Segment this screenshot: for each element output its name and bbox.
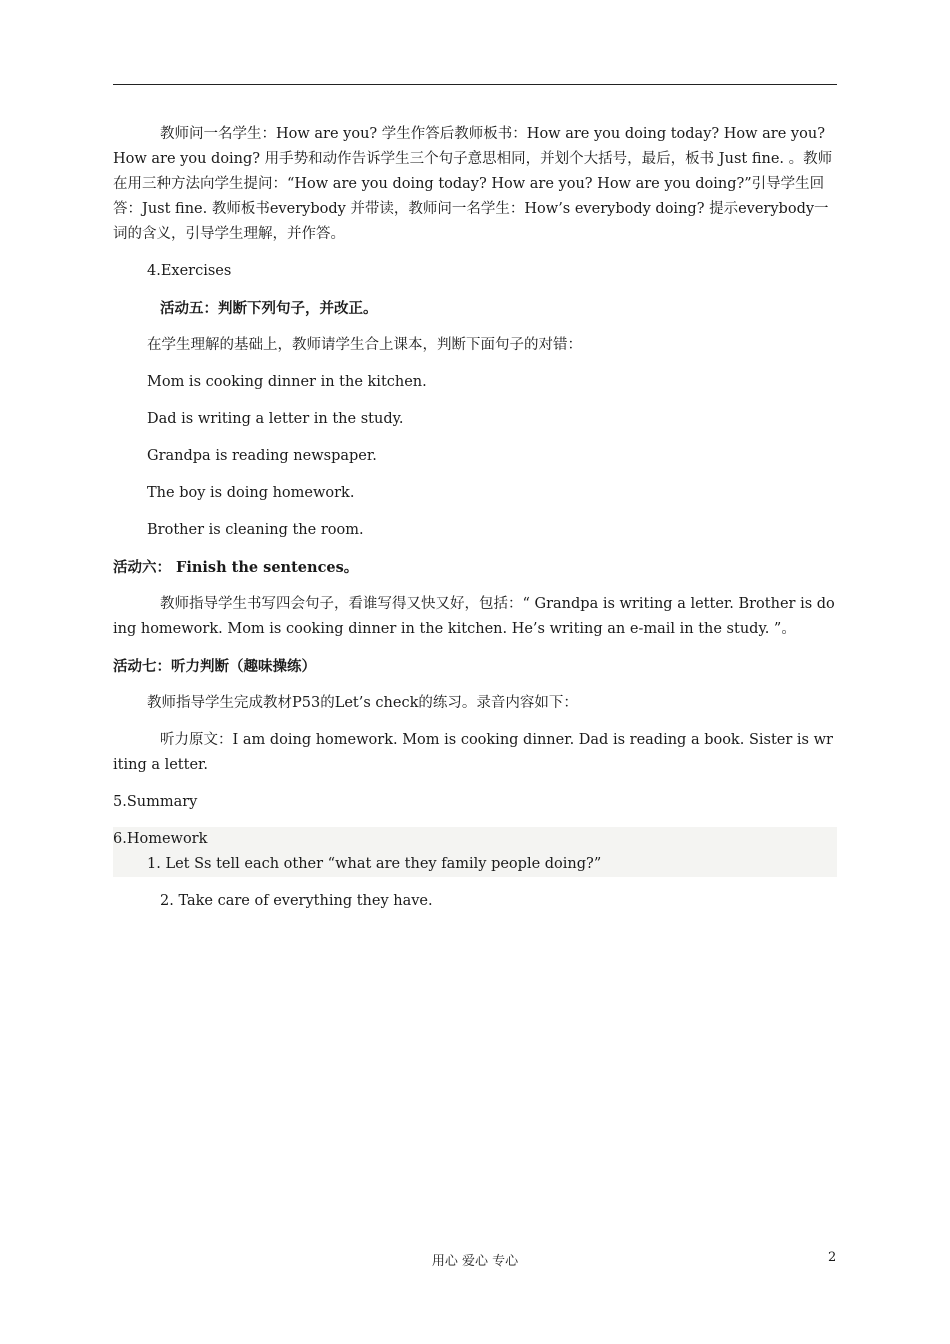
sentence-5: Brother is cleaning the room. [147, 522, 364, 538]
page-number: 2 [828, 1250, 837, 1265]
sentence-2: Dad is writing a letter in the study. [147, 411, 404, 427]
activity-7-intro: 教师指导学生完成教材P53的Let’s check的练习。录音内容如下： [147, 695, 578, 711]
footer-motto: 用心 爱心 专心 [431, 1254, 519, 1269]
activity-6-body: 教师指导学生书写四会句子，看谁写得又快又好，包括：“ Grandpa is writing a letter. Brother is doing homework. Mom is cooking dinner in the kitchen. He’s writing an e-mail in the study. ”。 [113, 596, 835, 637]
activity-5-title: 活动五：判断下列句子，并改正。 [160, 300, 378, 317]
activity-6-title: 活动六： Finish the sentences。 [113, 559, 359, 576]
activity-5-intro: 在学生理解的基础上，教师请学生合上课本，判断下面句子的对错： [147, 337, 582, 353]
activity-7-body: 听力原文：I am doing homework. Mom is cooking dinner. Dad is reading a book. Sister is writing a letter. [113, 732, 833, 773]
lesson-paragraph: 教师问一名学生：How are you? 学生作答后教师板书：How are you doing today? How are you? How are you doing? 用手势和动作告诉学生三个句子意思相同，并划个大括号，最后，板书 Just fine. 。教师在用三种方法向学生提问：“How are you doing today? How are you? How are you doing?”引导学生回答：Just fine. 教师板书everybody 并带读，教师问一名学生：How’s everybody doing? 提示everybody一词的含义，引导学生理解，并作答。 [113, 126, 833, 242]
sentence-4: The boy is doing homework. [147, 485, 355, 501]
homework-block [113, 827, 837, 877]
sentence-3: Grandpa is reading newspaper. [147, 448, 377, 464]
header-rule [113, 84, 837, 85]
section-homework: 6.Homework [113, 831, 208, 847]
homework-item-2: 2. Take care of everything they have. [160, 893, 433, 909]
document-body [113, 122, 837, 914]
section-exercises: 4.Exercises [147, 263, 232, 279]
homework-item-1: 1. Let Ss tell each other “what are they family people doing?” [147, 856, 602, 872]
sentence-1: Mom is cooking dinner in the kitchen. [147, 374, 427, 390]
activity-7-title: 活动七：听力判断（趣味操练） [113, 658, 316, 675]
section-summary: 5.Summary [113, 794, 198, 810]
